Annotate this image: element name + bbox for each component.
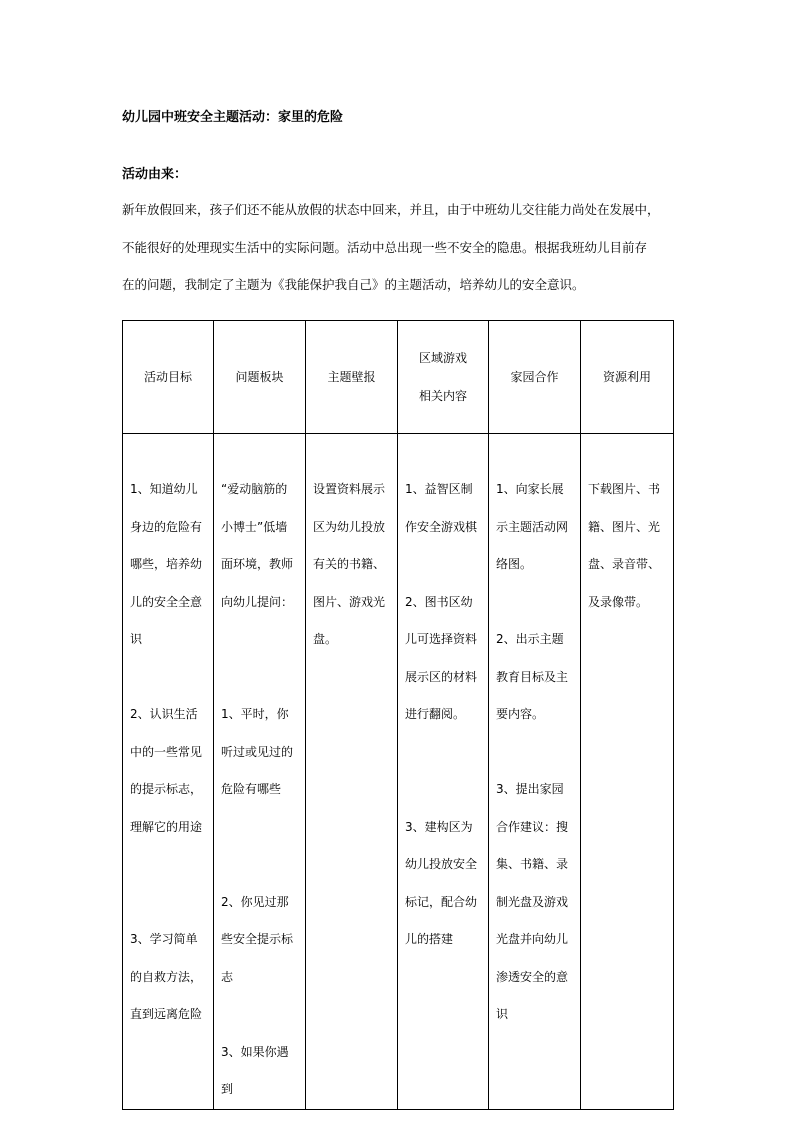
page-title: 幼儿园中班安全主题活动：家里的危险 — [122, 110, 344, 125]
area-item-3: 3、建构区为幼儿投放安全标记，配合幼儿的搭建 — [405, 819, 478, 946]
header-goals: 活动目标 — [123, 321, 214, 434]
header-home: 家园合作 — [489, 321, 581, 434]
problem-intro: “爱动脑筋的小博士”低墙面环境，教师向幼儿提问： — [221, 482, 294, 609]
goal-item-1: 1、知道幼儿身边的危险有哪些，培养幼儿的安全全意识 — [130, 482, 203, 646]
header-area — [398, 321, 489, 434]
area-item-1: 1、益智区制作安全游戏棋 — [405, 482, 478, 534]
header-area-line-1: 区域游戏 — [418, 351, 467, 365]
table-header-row — [123, 321, 674, 434]
header-resources: 资源利用 — [581, 321, 674, 434]
header-problems: 问题板块 — [214, 321, 306, 434]
home-item-2: 2、出示主题教育目标及主要内容。 — [496, 632, 569, 721]
header-area-line-2: 相关内容 — [418, 389, 467, 403]
area-item-2: 2、图书区幼儿可选择资料展示区的材料进行翻阅。 — [405, 594, 478, 721]
problem-item-2: 2、你见过那些安全提示标志 — [221, 894, 294, 984]
cell-resources — [581, 434, 674, 1110]
goal-item-3: 3、学习简单的自救方法，直到远离危险 — [130, 932, 203, 1021]
resources-text: 下载图片、书籍、图片、光盘、录音带、及录像带。 — [588, 482, 661, 609]
cell-area — [398, 434, 489, 1110]
cell-wall — [306, 434, 398, 1110]
goal-item-2: 2、认识生活中的一些常见的提示标志，理解它的用途 — [130, 707, 203, 834]
home-item-3: 3、提出家园合作建议：搜集、书籍、录制光盘及游戏光盘并向幼儿渗透安全的意识 — [496, 782, 569, 1021]
cell-goals — [123, 434, 214, 1110]
header-wall: 主题壁报 — [306, 321, 398, 434]
activity-plan-table — [122, 320, 674, 1110]
problem-item-1: 1、平时，你听过或见过的危险有哪些 — [221, 707, 294, 796]
origin-paragraph-line-1: 新年放假回来，孩子们还不能从放假的状态中回来，并且，由于中班幼儿交往能力尚处在发展中， — [122, 202, 660, 217]
problem-item-3: 3、如果你遇到 — [221, 1044, 289, 1096]
origin-paragraph-line-3: 在的问题，我制定了主题为《我能保护我自己》的主题活动，培养幼儿的安全意识。 — [122, 277, 585, 292]
wall-text: 设置资料展示区为幼儿投放有关的书籍、图片、游戏光盘。 — [313, 482, 386, 646]
table-body-row — [123, 434, 674, 1110]
cell-home — [489, 434, 581, 1110]
origin-paragraph-line-2: 不能很好的处理现实生活中的实际问题。活动中总出现一些不安全的隐患。根据我班幼儿目前存 — [122, 240, 648, 255]
home-item-1: 1、向家长展示主题活动网络图。 — [496, 482, 569, 571]
cell-problems — [214, 434, 306, 1110]
origin-heading: 活动由来： — [122, 167, 188, 182]
